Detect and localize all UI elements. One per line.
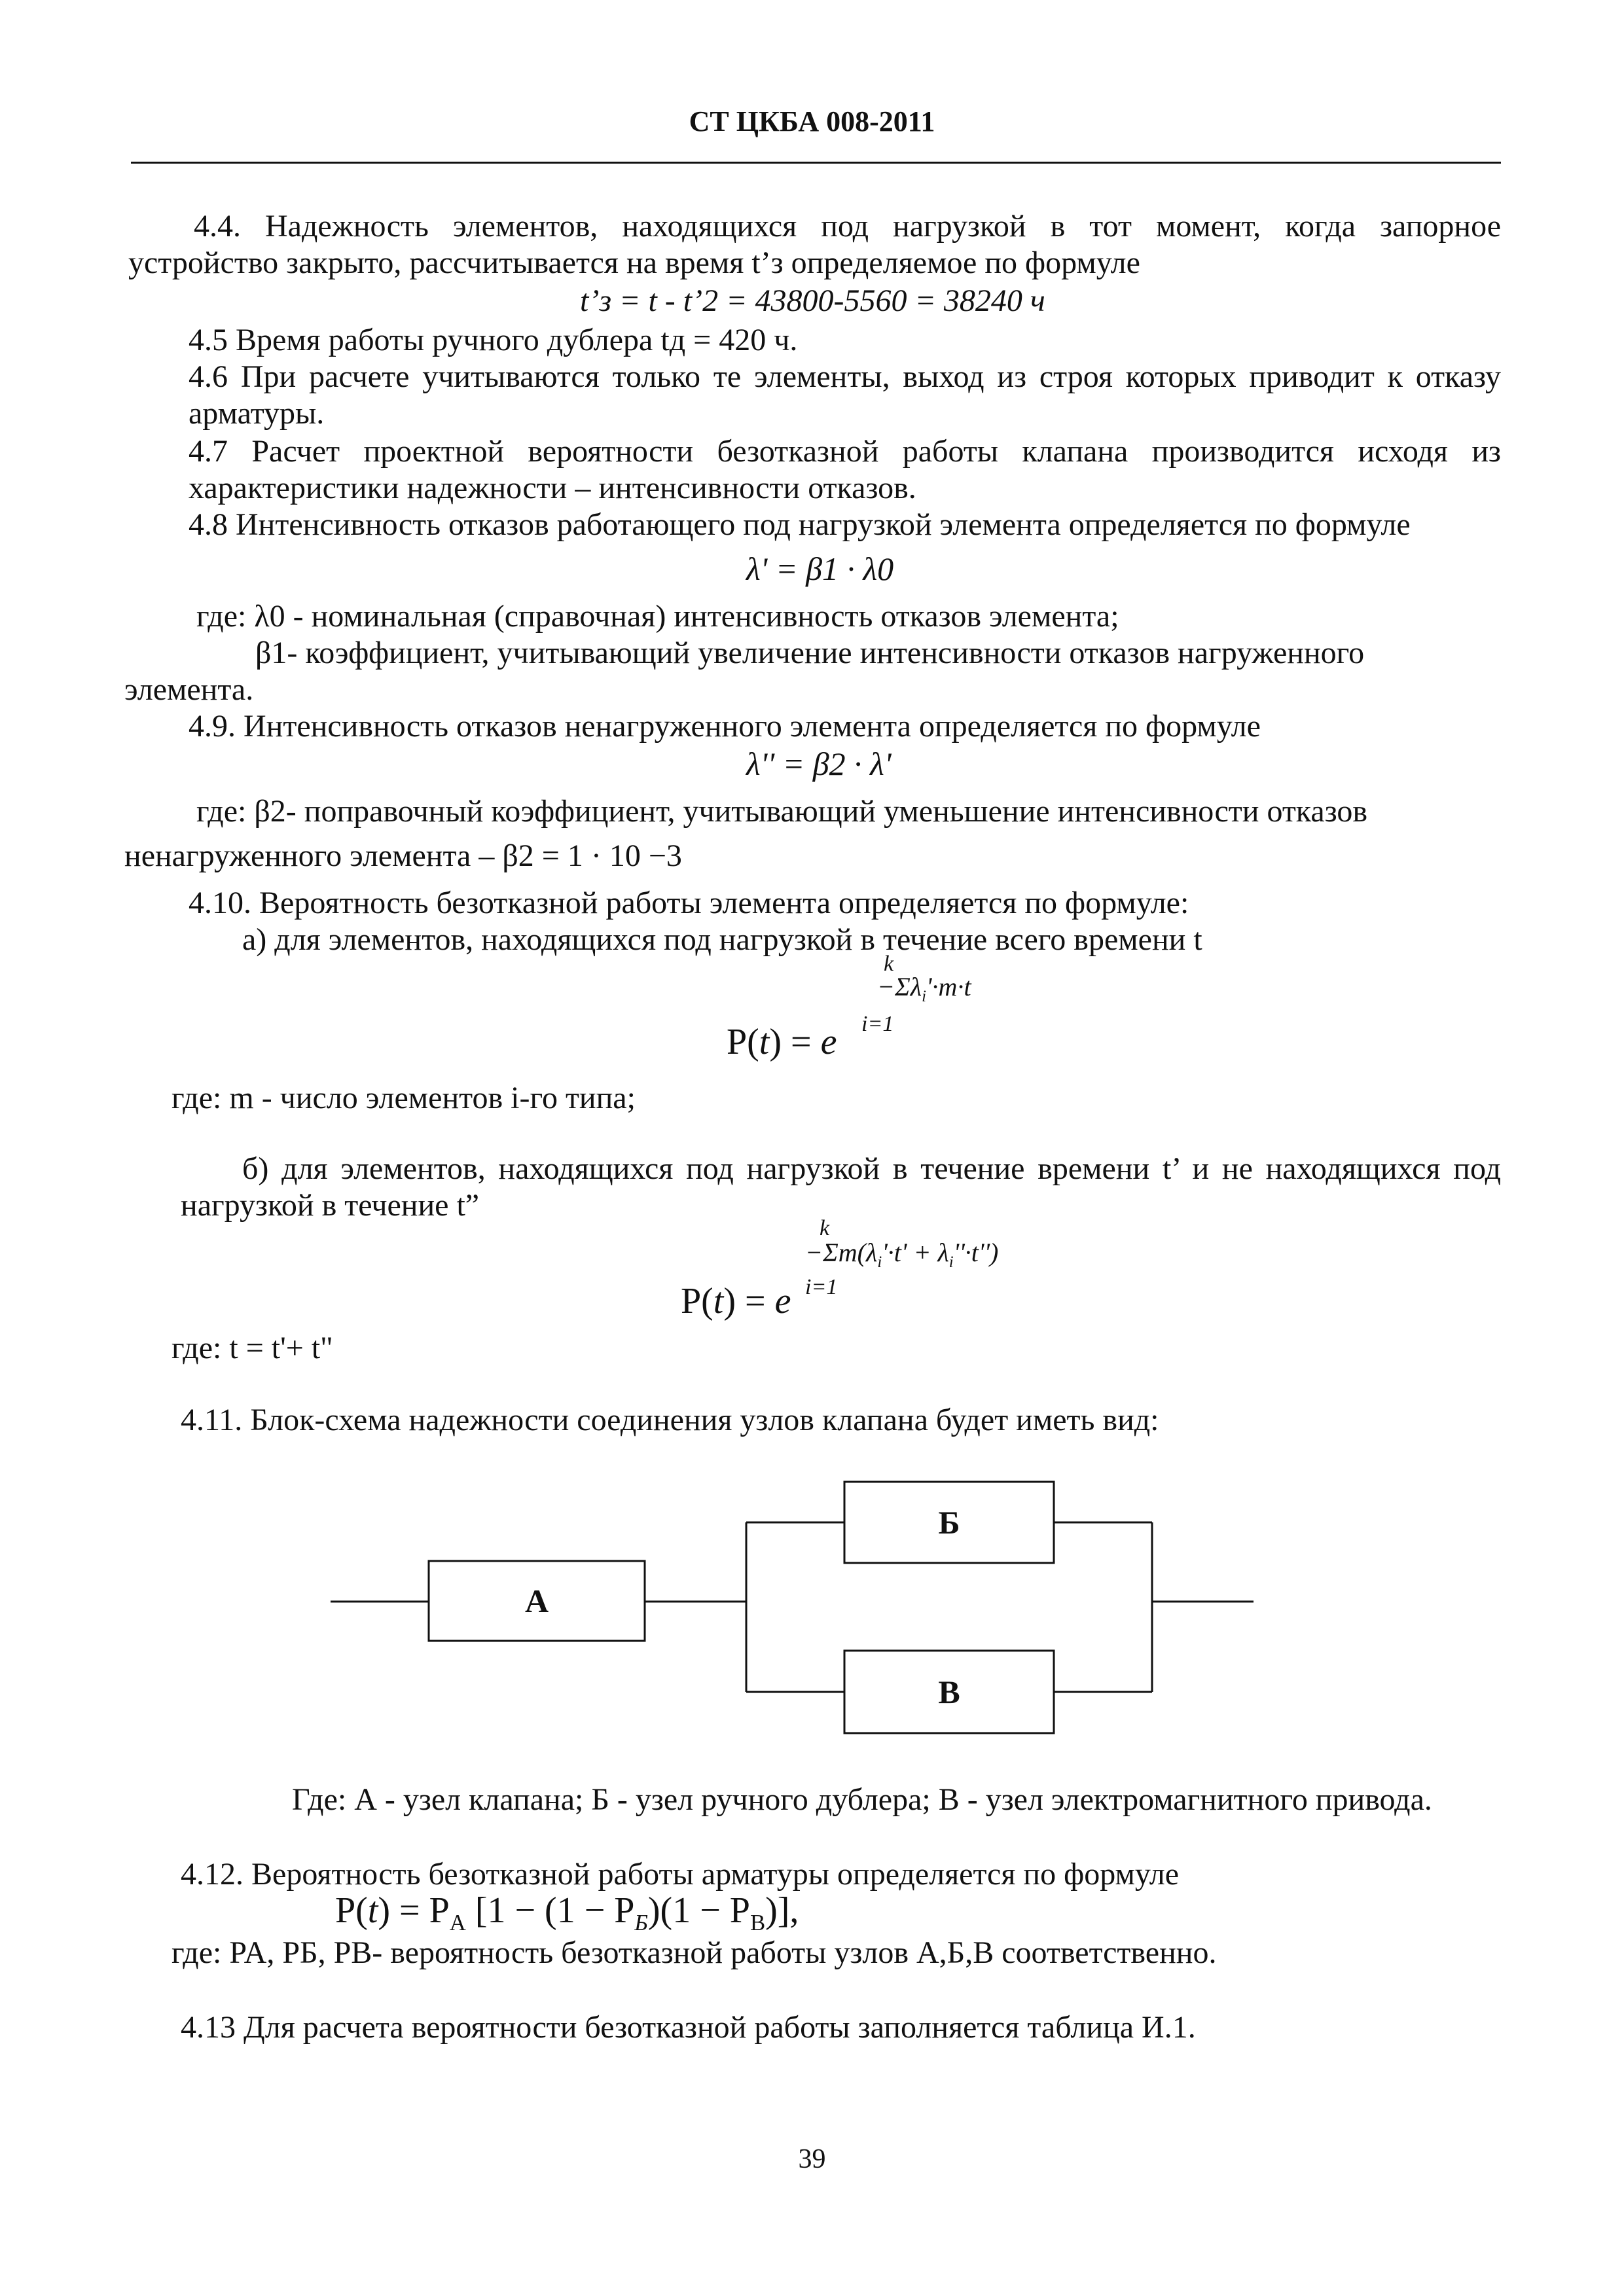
p4-10-b-line2: нагрузкой в течение t” (181, 1188, 480, 1223)
p4-9-where1: где: β2- поправочный коэффициент, учитывающий уменьшение интенсивности отказов (196, 794, 1368, 829)
p4-9-where2: ненагруженного элемента – β2 = 1 · 10 −3 (124, 838, 682, 873)
p4-8-where2: β1- коэффициент, учитывающий увеличение интенсивности отказов нагруженного (255, 636, 1365, 670)
formula-a: P(t) = e $-\Sigma\lambda_i'\cdot m\cdot t$ k i=1 (727, 952, 971, 1062)
p4-11-legend: Где: А - узел клапана; Б - узел ручного дублера; В - узел электромагнитного привода. (292, 1782, 1432, 1817)
p4-9-line: 4.9. Интенсивность отказов ненагруженного элемента определяется по формуле (189, 709, 1261, 744)
formula-b: P(t) = e $-\Sigma m(\lambda_i'\cdot t' + \lambda_i''\cdot t'')$ k i=1 (681, 1216, 999, 1321)
block-a-label: А (524, 1583, 549, 1619)
p4-7-line1: 4.7 Расчет проектной вероятности безотказной работы клапана производится исходя из (189, 434, 1501, 469)
doc-code-header: СТ ЦКБА 008-2011 (689, 105, 935, 137)
p4-10-b-line1: б) для элементов, находящихся под нагрузкой в течение времени t’ и не находящихся под (242, 1151, 1501, 1186)
p4-12-where: где: PA, PБ, PВ- вероятность безотказной работы узлов А,Б,В соответственно. (171, 1935, 1217, 1970)
p4-10-where-a: где: m - число элементов i-го типа; (171, 1081, 636, 1115)
p4-4-line1: 4.4. Надежность элементов, находящихся под нагрузкой в тот момент, когда запорное (194, 209, 1501, 243)
p4-11-line: 4.11. Блок-схема надежности соединения узлов клапана будет иметь вид: (181, 1403, 1159, 1437)
p4-13: 4.13 Для расчета вероятности безотказной работы заполняется таблица И.1. (181, 2010, 1196, 2045)
block-b-label: Б (938, 1504, 960, 1541)
p4-10-line: 4.10. Вероятность безотказной работы элемента определяется по формуле: (189, 886, 1189, 920)
p4-6-line2: арматуры. (189, 396, 325, 431)
p4-8-formula: λ' = β1 · λ0 (746, 550, 894, 587)
p4-10-a-line: а) для элементов, находящихся под нагрузкой в течение всего времени t (242, 922, 1202, 957)
block-v-label: В (938, 1674, 960, 1710)
p4-8-where1: где: λ0 - номинальная (справочная) интенсивность отказов элемента; (196, 599, 1119, 634)
p4-9-formula: λ'' = β2 · λ' (746, 745, 892, 782)
p4-4-formula: t’з = t - t’2 = 43800-5560 = 38240 ч (580, 283, 1045, 318)
p4-8-where3: элемента. (124, 672, 254, 707)
p4-4-line2: устройство закрыто, рассчитывается на время t’з определяемое по формуле (128, 245, 1140, 280)
p4-8-line: 4.8 Интенсивность отказов работающего под нагрузкой элемента определяется по формуле (189, 507, 1411, 542)
header-rule (131, 162, 1501, 164)
p4-5: 4.5 Время работы ручного дублера tд = 420 ч. (189, 323, 798, 357)
page-number: 39 (798, 2144, 826, 2174)
p4-6-line1: 4.6 При расчете учитываются только те элементы, выход из строя которых приводит к отказу (189, 359, 1501, 394)
p4-7-line2: характеристики надежности – интенсивности отказов. (189, 471, 916, 505)
p4-12-formula: $P(t) = P_A$ $[1 - (1 - P_Б)(1 - P_В)]$, (335, 1890, 799, 1936)
p4-10-where-b: где: t = t'+ t" (171, 1331, 333, 1365)
p4-12-line: 4.12. Вероятность безотказной работы арматуры определяется по формуле (181, 1857, 1180, 1892)
